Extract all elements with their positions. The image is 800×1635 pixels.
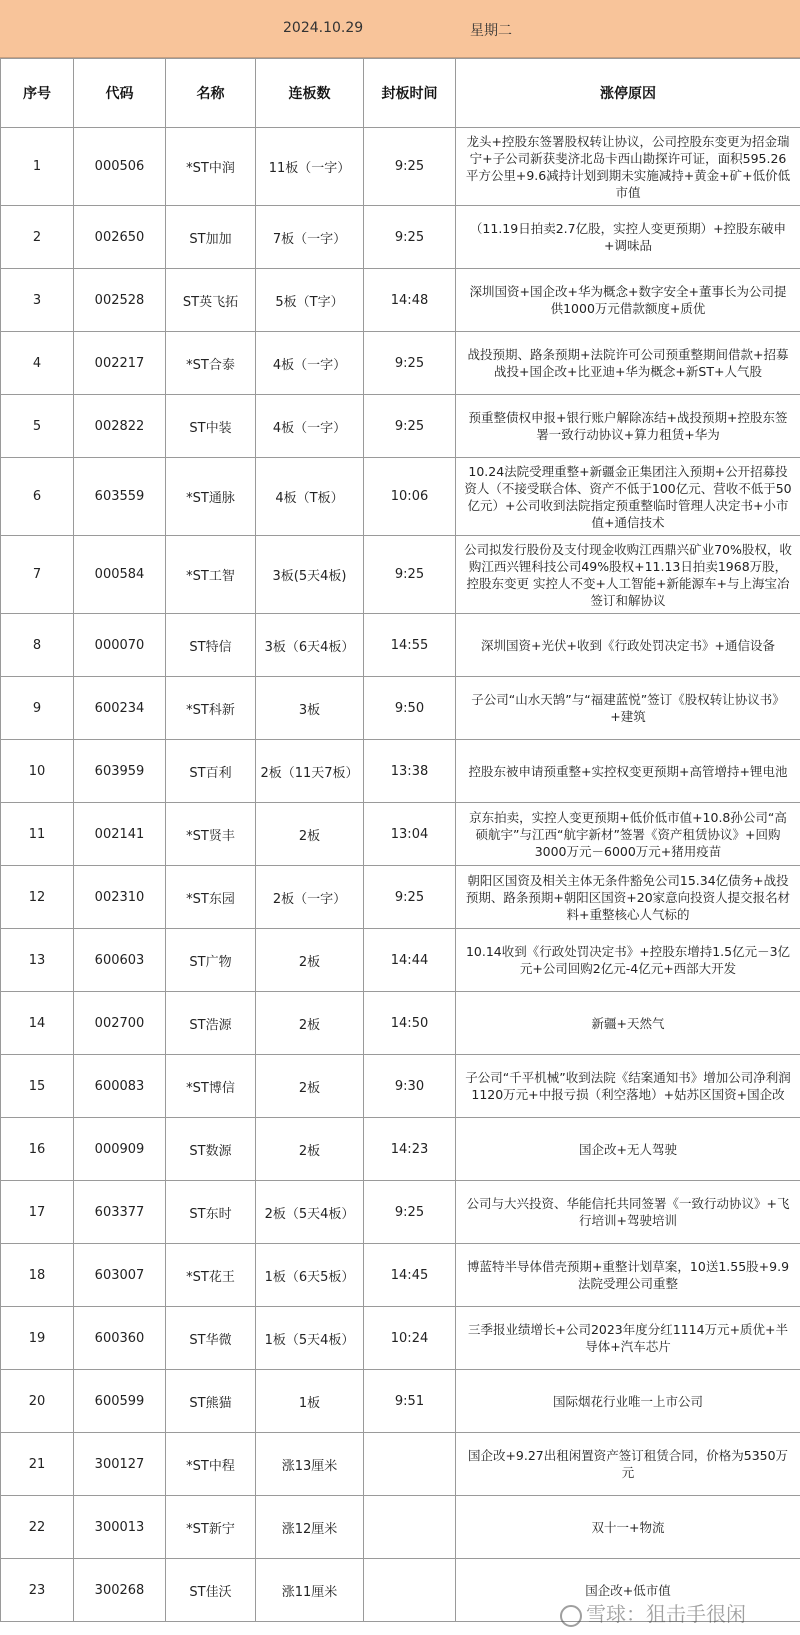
table-row [1,458,800,536]
table-row [1,1370,800,1433]
seal-time: 14:44 [364,929,456,992]
table-row [1,740,800,803]
header-boards: 连板数 [256,59,364,128]
board-count: 2板 [256,992,364,1055]
stock-name: ST熊猫 [166,1370,256,1433]
row-index: 19 [1,1307,74,1370]
table-row [1,332,800,395]
board-count: 1板 [256,1370,364,1433]
limit-up-reason: 公司拟发行股份及支付现金收购江西鼎兴矿业70%股权，收购江西兴锂科技公司49%股权+11.13日拍卖1968万股，控股东变更 实控人不变+人工智能+新能源车+与上海宝冶签订和解协议 [456,536,800,614]
table-row [1,1118,800,1181]
row-index: 4 [1,332,74,395]
board-count: 4板（一字） [256,395,364,458]
row-index: 6 [1,458,74,536]
stock-code: 600360 [74,1307,166,1370]
board-count: 4板（T板） [256,458,364,536]
limit-up-reason: 龙头+控股东签署股权转让协议，公司控股东变更为招金瑞宁+子公司新获斐济北岛卡西山勘探许可证，面积595.26平方公里+9.6减持计划到期未实施减持+黄金+矿+低价低市值 [456,128,800,206]
table-row [1,866,800,929]
limit-up-reason: 京东拍卖，实控人变更预期+低价低市值+10.8孙公司“高硕航宇”与江西“航宇新材”签署《资产租赁协议》+回购3000万元－6000万元+猪用疫苗 [456,803,800,866]
seal-time: 9:30 [364,1055,456,1118]
seal-time: 14:48 [364,269,456,332]
stock-name: *ST中程 [166,1433,256,1496]
limit-up-table [0,58,800,1622]
seal-time: 14:23 [364,1118,456,1181]
limit-up-reason: 国企改+无人驾驶 [456,1118,800,1181]
stock-code: 002650 [74,206,166,269]
stock-name: ST佳沃 [166,1559,256,1622]
row-index: 2 [1,206,74,269]
stock-name: ST特信 [166,614,256,677]
seal-time: 9:25 [364,1181,456,1244]
stock-code: 002217 [74,332,166,395]
row-index: 14 [1,992,74,1055]
stock-name: ST东时 [166,1181,256,1244]
stock-name: *ST工智 [166,536,256,614]
table-row [1,992,800,1055]
board-count: 涨11厘米 [256,1559,364,1622]
table-row [1,206,800,269]
table-row [1,1181,800,1244]
limit-up-reason: 10.24法院受理重整+新疆金正集团注入预期+公开招募投资人（不接受联合体、资产不低于100亿元、营收不低于50亿元）+公司收到法院指定预重整临时管理人决定书+小市值+通信技术 [456,458,800,536]
limit-up-reason: 朝阳区国资及相关主体无条件豁免公司15.34亿债务+战投预期、路条预期+朝阳区国资+20家意向投资人提交报名材料+重整核心人气标的 [456,866,800,929]
row-index: 8 [1,614,74,677]
table-row [1,1433,800,1496]
limit-up-reason: 国企改+低市值 [456,1559,800,1622]
board-count: 3板(5天4板) [256,536,364,614]
seal-time: 13:38 [364,740,456,803]
stock-name: ST广物 [166,929,256,992]
limit-up-reason: 公司与大兴投资、华能信托共同签署《一致行动协议》+飞行培训+驾驶培训 [456,1181,800,1244]
stock-name: *ST中润 [166,128,256,206]
table-row [1,395,800,458]
seal-time [364,1496,456,1559]
stock-code: 000070 [74,614,166,677]
limit-up-reason: 三季报业绩增长+公司2023年度分红1114万元+质优+半导体+汽车芯片 [456,1307,800,1370]
stock-name: *ST新宁 [166,1496,256,1559]
stock-code: 603959 [74,740,166,803]
row-index: 7 [1,536,74,614]
row-index: 13 [1,929,74,992]
board-count: 2板（一字） [256,866,364,929]
seal-time [364,1559,456,1622]
seal-time: 13:04 [364,803,456,866]
report-date: 2024.10.29 [283,20,364,36]
board-count: 2板（11天7板） [256,740,364,803]
table-row [1,1307,800,1370]
stock-code: 600083 [74,1055,166,1118]
row-index: 16 [1,1118,74,1181]
seal-time: 9:25 [364,206,456,269]
stock-name: ST中装 [166,395,256,458]
table-row [1,536,800,614]
stock-code: 002310 [74,866,166,929]
table-row [1,269,800,332]
seal-time: 14:45 [364,1244,456,1307]
board-count: 涨12厘米 [256,1496,364,1559]
stock-code: 000909 [74,1118,166,1181]
limit-up-reason: 深圳国资+国企改+华为概念+数字安全+董事长为公司提供1000万元借款额度+质优 [456,269,800,332]
table-row [1,128,800,206]
stock-name: *ST通脉 [166,458,256,536]
report-weekday: 星期二 [470,23,512,39]
row-index: 11 [1,803,74,866]
board-count: 1板（6天5板） [256,1244,364,1307]
table-row [1,614,800,677]
header-reason: 涨停原因 [456,59,800,128]
board-count: 7板（一字） [256,206,364,269]
board-count: 2板（5天4板） [256,1181,364,1244]
limit-up-reason: 深圳国资+光伏+收到《行政处罚决定书》+通信设备 [456,614,800,677]
stock-code: 603559 [74,458,166,536]
table-row [1,677,800,740]
limit-up-reason: （11.19日拍卖2.7亿股，实控人变更预期）+控股东破申+调味品 [456,206,800,269]
table-row [1,1496,800,1559]
table-header-row [1,59,800,128]
stock-name: ST浩源 [166,992,256,1055]
board-count: 2板 [256,929,364,992]
seal-time: 9:50 [364,677,456,740]
watermark-text: 雪球：狙击手很闲 [586,1602,746,1626]
limit-up-reason: 预重整债权申报+银行账户解除冻结+战投预期+控股东签署一致行动协议+算力租赁+华为 [456,395,800,458]
stock-code: 300127 [74,1433,166,1496]
seal-time: 9:25 [364,128,456,206]
stock-name: *ST贤丰 [166,803,256,866]
seal-time: 14:50 [364,992,456,1055]
table-row [1,1244,800,1307]
row-index: 21 [1,1433,74,1496]
row-index: 5 [1,395,74,458]
header-code: 代码 [74,59,166,128]
row-index: 3 [1,269,74,332]
board-count: 3板 [256,677,364,740]
limit-up-reason: 战投预期、路条预期+法院许可公司预重整期间借款+招募战投+国企改+比亚迪+华为概念+新ST+人气股 [456,332,800,395]
board-count: 5板（T字） [256,269,364,332]
board-count: 涨13厘米 [256,1433,364,1496]
stock-code: 000506 [74,128,166,206]
stock-code: 300268 [74,1559,166,1622]
limit-up-reason: 国际烟花行业唯一上市公司 [456,1370,800,1433]
stock-name: ST数源 [166,1118,256,1181]
row-index: 20 [1,1370,74,1433]
limit-up-reason: 控股东被申请预重整+实控权变更预期+高管增持+锂电池 [456,740,800,803]
limit-up-reason: 双十一+物流 [456,1496,800,1559]
stock-code: 600599 [74,1370,166,1433]
seal-time: 9:25 [364,332,456,395]
stock-code: 002141 [74,803,166,866]
stock-code: 300013 [74,1496,166,1559]
row-index: 10 [1,740,74,803]
stock-name: *ST花王 [166,1244,256,1307]
seal-time: 14:55 [364,614,456,677]
row-index: 12 [1,866,74,929]
board-count: 1板（5天4板） [256,1307,364,1370]
stock-name: ST百利 [166,740,256,803]
table-row [1,1559,800,1622]
seal-time: 9:25 [364,395,456,458]
seal-time [364,1433,456,1496]
stock-code: 002822 [74,395,166,458]
stock-name: *ST合泰 [166,332,256,395]
table-row [1,929,800,992]
seal-time: 9:25 [364,536,456,614]
row-index: 9 [1,677,74,740]
limit-up-reason: 新疆+天然气 [456,992,800,1055]
stock-name: *ST东园 [166,866,256,929]
header-index: 序号 [1,59,74,128]
limit-up-reason: 博蓝特半导体借壳预期+重整计划草案，10送1.55股+9.9法院受理公司重整 [456,1244,800,1307]
seal-time: 10:24 [364,1307,456,1370]
seal-time: 10:06 [364,458,456,536]
stock-code: 002528 [74,269,166,332]
board-count: 11板（一字） [256,128,364,206]
row-index: 15 [1,1055,74,1118]
seal-time: 9:25 [364,866,456,929]
seal-time: 9:51 [364,1370,456,1433]
stock-code: 603007 [74,1244,166,1307]
date-banner [0,0,800,58]
board-count: 2板 [256,1118,364,1181]
table-row [1,1055,800,1118]
row-index: 17 [1,1181,74,1244]
stock-code: 600603 [74,929,166,992]
board-count: 2板 [256,803,364,866]
limit-up-reason: 子公司“千平机械”收到法院《结案通知书》增加公司净利润1120万元+中报亏损（利空落地）+姑苏区国资+国企改 [456,1055,800,1118]
stock-code: 000584 [74,536,166,614]
board-count: 4板（一字） [256,332,364,395]
board-count: 3板（6天4板） [256,614,364,677]
board-count: 2板 [256,1055,364,1118]
stock-name: *ST博信 [166,1055,256,1118]
stock-name: ST加加 [166,206,256,269]
table-row [1,803,800,866]
limit-up-reason: 10.14收到《行政处罚决定书》+控股东增持1.5亿元－3亿元+公司回购2亿元-4亿元+西部大开发 [456,929,800,992]
stock-code: 600234 [74,677,166,740]
limit-up-reason: 国企改+9.27出租闲置资产签订租赁合同，价格为5350万元 [456,1433,800,1496]
stock-code: 603377 [74,1181,166,1244]
limit-up-reason: 子公司“山水天鹄”与“福建蓝悦”签订《股权转让协议书》+建筑 [456,677,800,740]
header-name: 名称 [166,59,256,128]
stock-code: 002700 [74,992,166,1055]
stock-name: ST华微 [166,1307,256,1370]
row-index: 23 [1,1559,74,1622]
stock-name: *ST科新 [166,677,256,740]
row-index: 18 [1,1244,74,1307]
header-seal-time: 封板时间 [364,59,456,128]
row-index: 1 [1,128,74,206]
stock-name: ST英飞拓 [166,269,256,332]
row-index: 22 [1,1496,74,1559]
